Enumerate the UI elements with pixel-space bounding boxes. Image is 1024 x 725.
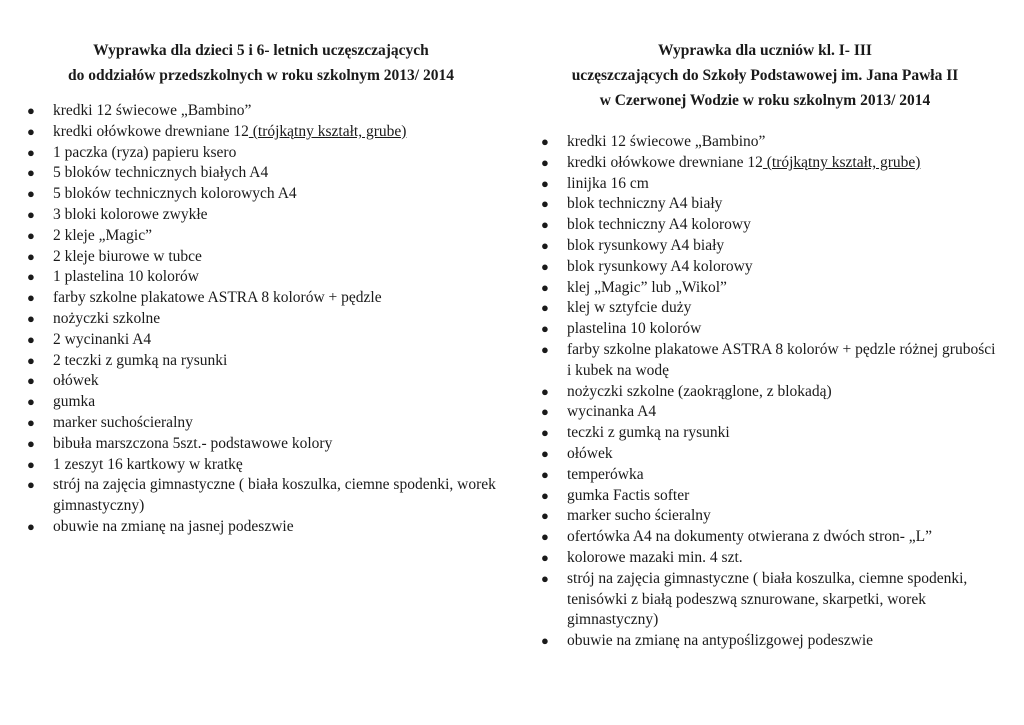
item-text: obuwie na zmianę na jasnej podeszwie — [53, 517, 294, 535]
item-text: blok techniczny A4 biały — [567, 195, 723, 213]
heading-line: Wyprawka dla uczniów kl. I- III — [658, 42, 872, 59]
bullet-icon: ● — [541, 570, 549, 586]
list-item — [540, 631, 1000, 652]
item-text: 5 bloków technicznych kolorowych A4 — [53, 185, 297, 203]
item-text: kredki ołówkowe drewniane 12 — [53, 122, 249, 140]
heading-line: w Czerwonej Wodzie w roku szkolnym 2013/ 2014 — [599, 92, 931, 109]
list-item — [540, 174, 1000, 195]
item-text: klej w sztyfcie duży — [567, 299, 692, 317]
list-item — [540, 153, 1000, 174]
bullet-icon: ● — [27, 414, 35, 430]
list-item — [26, 247, 506, 268]
bullet-icon: ● — [27, 352, 35, 368]
bullet-icon: ● — [541, 154, 549, 170]
list-item — [540, 319, 1000, 340]
bullet-icon: ● — [27, 290, 35, 306]
item-text: kredki ołówkowe drewniane 12 — [567, 153, 763, 171]
bullet-icon: ● — [27, 227, 35, 243]
list-item — [540, 486, 1000, 507]
item-text: farby szkolne plakatowe ASTRA 8 kolorów + pędzle — [53, 289, 382, 307]
item-text: gumka Factis softer — [567, 486, 690, 504]
list-item — [540, 278, 1000, 299]
bullet-icon: ● — [27, 123, 35, 139]
item-text: 2 teczki z gumką na rysunki — [53, 351, 228, 369]
list-item — [540, 194, 1000, 215]
list-item — [26, 184, 506, 205]
bullet-icon: ● — [27, 165, 35, 181]
list-item — [26, 163, 506, 184]
list-item — [540, 444, 1000, 465]
bullet-icon: ● — [541, 196, 549, 212]
item-text: obuwie na zmianę na antypoślizgowej podeszwie — [567, 632, 874, 650]
item-text: 5 bloków technicznych białych A4 — [53, 164, 269, 182]
list-item — [540, 527, 1000, 548]
left-item-list — [26, 101, 506, 538]
bullet-icon: ● — [541, 425, 549, 441]
item-text: wycinanka A4 — [567, 403, 657, 421]
list-item — [540, 382, 1000, 403]
bullet-icon: ● — [27, 477, 35, 493]
heading-line: Wyprawka dla dzieci 5 i 6- letnich uczęszczających — [93, 42, 429, 59]
item-note-underlined: (trójkątny kształt, grube) — [762, 153, 921, 171]
bullet-icon: ● — [541, 529, 549, 545]
item-text: 2 kleje „Magic” — [53, 226, 152, 244]
list-item — [26, 226, 506, 247]
list-item — [26, 205, 506, 226]
item-text: blok techniczny A4 kolorowy — [567, 216, 751, 234]
list-item — [540, 423, 1000, 444]
list-item — [26, 517, 506, 538]
list-item — [540, 215, 1000, 236]
item-text: blok rysunkowy A4 biały — [567, 236, 725, 254]
item-text: strój na zajęcia gimnastyczne ( biała koszulka, ciemne spodenki, worek gimnastyczny) — [53, 476, 496, 515]
list-item — [26, 371, 506, 392]
left-column — [26, 38, 506, 538]
bullet-icon: ● — [27, 435, 35, 451]
right-heading — [540, 38, 990, 113]
list-item — [26, 122, 506, 143]
item-text: blok rysunkowy A4 kolorowy — [567, 257, 753, 275]
list-item — [540, 465, 1000, 486]
list-item — [540, 548, 1000, 569]
item-text: klej „Magic” lub „Wikol” — [567, 278, 727, 296]
bullet-icon: ● — [27, 206, 35, 222]
bullet-icon: ● — [27, 186, 35, 202]
item-text: teczki z gumką na rysunki — [567, 424, 730, 442]
item-text: marker sucho ścieralny — [567, 507, 711, 525]
bullet-icon: ● — [541, 217, 549, 233]
item-text: gumka — [53, 393, 96, 411]
list-item — [540, 298, 1000, 319]
list-item — [26, 413, 506, 434]
bullet-icon: ● — [27, 331, 35, 347]
item-text: 2 kleje biurowe w tubce — [53, 247, 202, 265]
list-item — [26, 475, 506, 517]
bullet-icon: ● — [27, 394, 35, 410]
bullet-icon: ● — [541, 321, 549, 337]
item-text: marker suchościeralny — [53, 413, 193, 431]
item-text: linijka 16 cm — [567, 174, 649, 192]
item-text: strój na zajęcia gimnastyczne ( biała koszulka, ciemne spodenki, tenisówki z białą podeszwą sznurowane, skarpetki, worek gimnastyczny) — [567, 569, 968, 629]
bullet-icon: ● — [541, 404, 549, 420]
list-item — [540, 402, 1000, 423]
bullet-icon: ● — [541, 237, 549, 253]
bullet-icon: ● — [27, 310, 35, 326]
list-item — [540, 132, 1000, 153]
bullet-icon: ● — [27, 103, 35, 118]
item-text: nożyczki szkolne (zaokrąglone, z blokadą) — [567, 382, 832, 400]
item-text: kredki 12 świecowe „Bambino” — [567, 133, 766, 150]
list-item — [26, 392, 506, 413]
bullet-icon: ● — [541, 508, 549, 524]
left-heading — [26, 38, 496, 88]
bullet-icon: ● — [541, 487, 549, 503]
list-item — [540, 236, 1000, 257]
item-text: 1 paczka (ryza) papieru ksero — [53, 143, 237, 161]
bullet-icon: ● — [541, 258, 549, 274]
bullet-icon: ● — [27, 248, 35, 264]
bullet-icon: ● — [27, 373, 35, 389]
bullet-icon: ● — [541, 175, 549, 191]
right-column — [540, 38, 1000, 652]
item-text: bibuła marszczona 5szt.- podstawowe kolory — [53, 434, 333, 452]
list-item — [26, 455, 506, 476]
heading-line: uczęszczających do Szkoły Podstawowej im. Jana Pawła II — [571, 67, 959, 84]
list-item — [26, 434, 506, 455]
item-text: 2 wycinanki A4 — [53, 330, 152, 348]
item-text: nożyczki szkolne — [53, 309, 161, 327]
item-text: 3 bloki kolorowe zwykłe — [53, 205, 208, 223]
item-text: farby szkolne plakatowe ASTRA 8 kolorów + pędzle różnej grubości i kubek na wodę — [567, 340, 996, 379]
list-item — [540, 569, 1000, 631]
bullet-icon: ● — [541, 633, 549, 649]
bullet-icon: ● — [27, 456, 35, 472]
right-item-list — [540, 132, 1000, 652]
list-item — [26, 330, 506, 351]
bullet-icon: ● — [541, 341, 549, 357]
list-item — [26, 101, 506, 122]
bullet-icon: ● — [541, 445, 549, 461]
list-item — [540, 257, 1000, 278]
item-text: ofertówka A4 na dokumenty otwierana z dwóch stron- „L” — [567, 528, 932, 546]
item-text: 1 plastelina 10 kolorów — [53, 268, 199, 286]
bullet-icon: ● — [27, 269, 35, 285]
list-item — [26, 267, 506, 288]
bullet-icon: ● — [541, 300, 549, 316]
bullet-icon: ● — [27, 518, 35, 534]
item-text: 1 zeszyt 16 kartkowy w kratkę — [53, 455, 243, 473]
list-item — [26, 288, 506, 309]
list-item — [26, 309, 506, 330]
bullet-icon: ● — [541, 279, 549, 295]
bullet-icon: ● — [541, 466, 549, 482]
list-item — [26, 351, 506, 372]
list-item — [26, 143, 506, 164]
item-text: ołówek — [567, 444, 613, 462]
heading-line: do oddziałów przedszkolnych w roku szkolnym 2013/ 2014 — [68, 67, 454, 84]
item-note-underlined: (trójkątny kształt, grube) — [248, 122, 407, 140]
item-text: ołówek — [53, 372, 99, 390]
list-item — [540, 506, 1000, 527]
bullet-icon: ● — [541, 134, 549, 149]
item-text: plastelina 10 kolorów — [567, 320, 702, 338]
bullet-icon: ● — [27, 144, 35, 160]
bullet-icon: ● — [541, 549, 549, 565]
item-text: kolorowe mazaki min. 4 szt. — [567, 548, 743, 566]
item-text: temperówka — [567, 465, 644, 483]
bullet-icon: ● — [541, 383, 549, 399]
list-item — [540, 340, 1000, 382]
item-text: kredki 12 świecowe „Bambino” — [53, 102, 252, 119]
